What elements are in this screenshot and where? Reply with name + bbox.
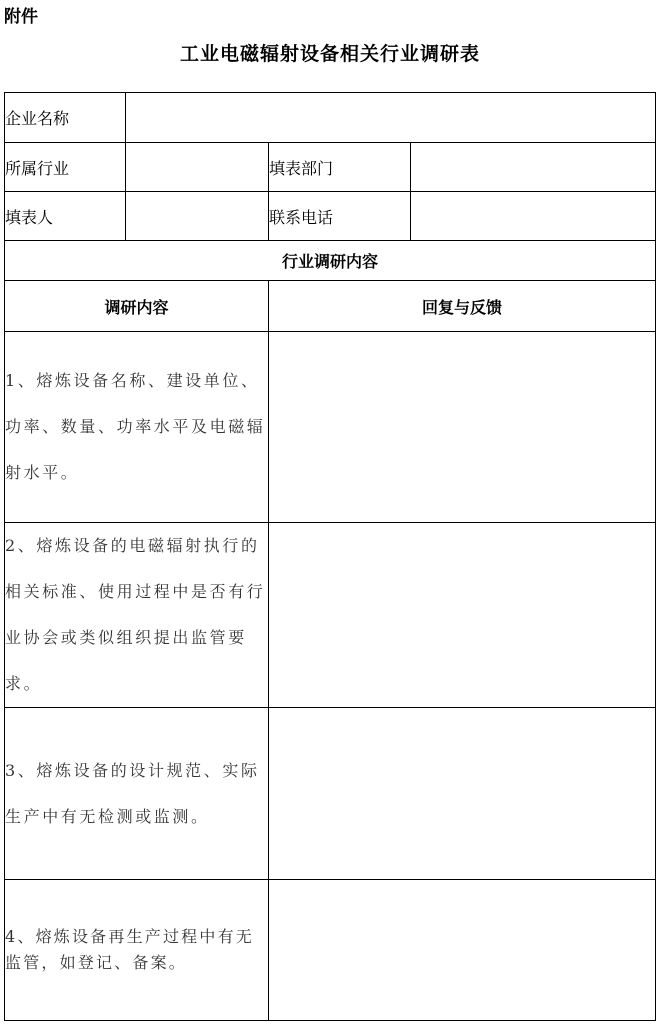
phone-label: 联系电话 (269, 192, 411, 241)
reply-field[interactable] (269, 880, 656, 1021)
question-row (5, 880, 656, 1021)
question-row (5, 708, 656, 880)
phone-field[interactable] (411, 192, 656, 241)
department-field[interactable] (411, 143, 656, 192)
reply-field[interactable] (269, 332, 656, 523)
column-header-content: 调研内容 (5, 281, 269, 332)
question-text: 1、熔炼设备名称、建设单位、功率、数量、功率水平及电磁辐射水平。 (5, 332, 269, 523)
company-name-field[interactable] (126, 93, 656, 143)
reply-field[interactable] (269, 708, 656, 880)
question-row (5, 332, 656, 523)
section-row (5, 241, 656, 281)
document-title: 工业电磁辐射设备相关行业调研表 (179, 43, 480, 65)
filler-field[interactable] (126, 192, 269, 241)
question-text: 3、熔炼设备的设计规范、实际生产中有无检测或监测。 (5, 708, 269, 880)
department-label: 填表部门 (269, 143, 411, 192)
section-title: 行业调研内容 (5, 241, 656, 281)
reply-field[interactable] (269, 523, 656, 708)
industry-row (5, 143, 656, 192)
filler-label: 填表人 (5, 192, 126, 241)
attachment-label: 附件 (4, 7, 38, 27)
column-header-row (5, 281, 656, 332)
column-header-reply: 回复与反馈 (269, 281, 656, 332)
company-name-label: 企业名称 (5, 93, 126, 143)
industry-label: 所属行业 (5, 143, 126, 192)
filler-row (5, 192, 656, 241)
survey-table (4, 92, 656, 1021)
company-row (5, 93, 656, 143)
question-text: 2、熔炼设备的电磁辐射执行的相关标准、使用过程中是否有行业协会或类似组织提出监管要求。 (5, 523, 269, 708)
question-row (5, 523, 656, 708)
question-text: 4、熔炼设备再生产过程中有无监管，如登记、备案。 (5, 880, 269, 1021)
industry-field[interactable] (126, 143, 269, 192)
